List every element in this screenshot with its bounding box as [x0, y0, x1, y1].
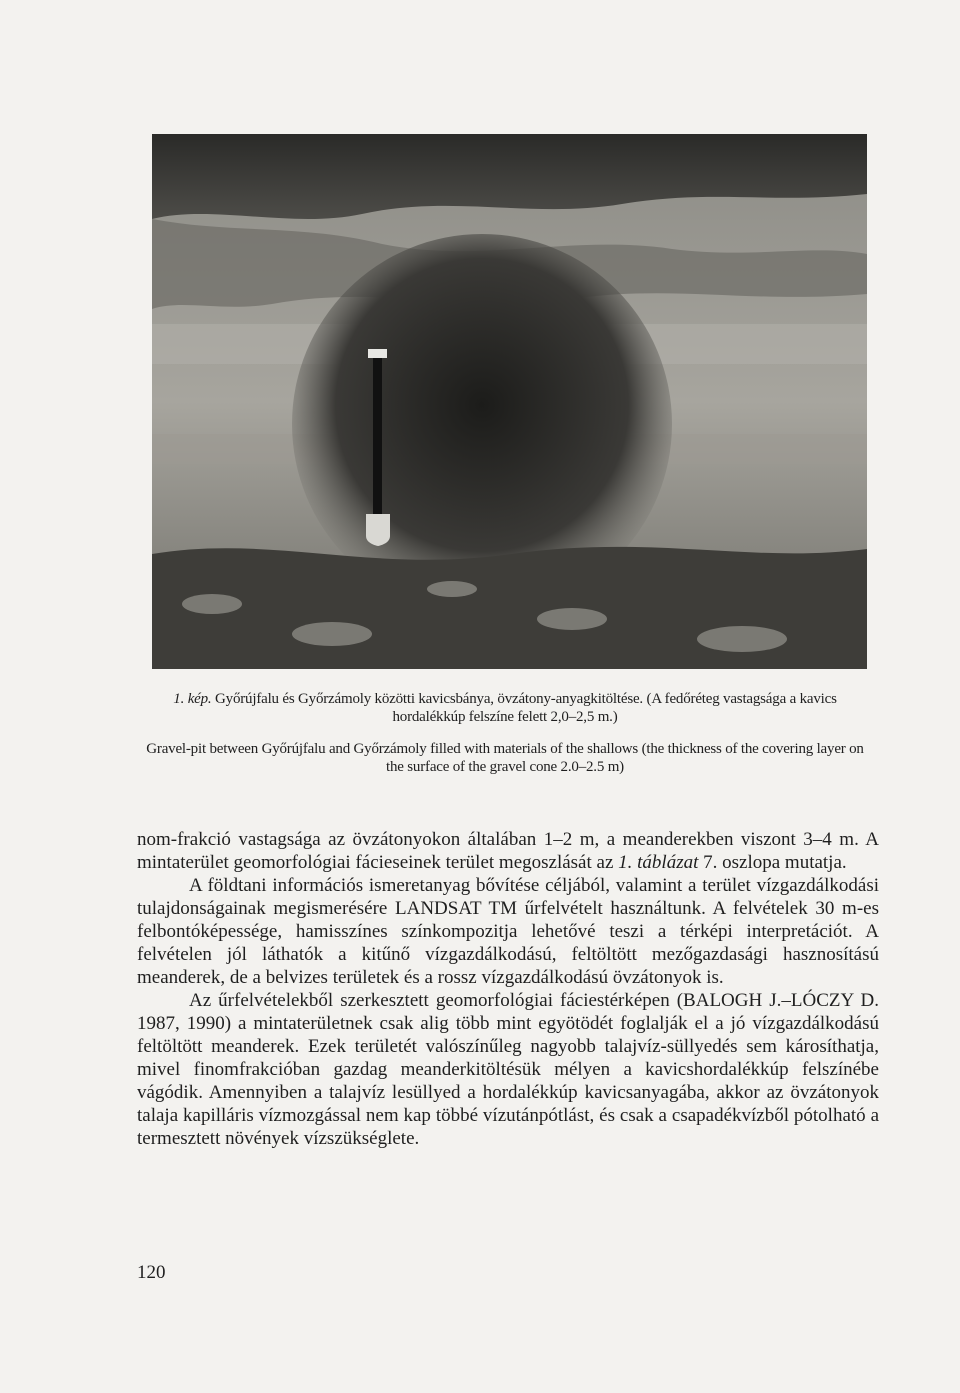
figure-caption-hu-text: Győrújfalu és Győrzámoly közötti kavicsbánya, övzátony-anyagkitöltése. (A fedőréteg vastagsága a kavics hordalékkúp felszíne felett 2,0–2,5 m.) [211, 691, 837, 725]
paragraph-1: nom-frakció vastagsága az övzátonyokon általában 1–2 m, a meanderekben viszont 3–4 m. A mintaterület geomorfológiai fácieseinek terület megoszlását az 1. táblázat 7. oszlopa mutatja. [137, 829, 879, 873]
figure-caption-hungarian [140, 690, 870, 726]
gravel-pit-photo [152, 134, 867, 669]
paragraph-3: Az űrfelvételekből szerkesztett geomorfológiai fáciestérképen (BALOGH J.–LÓCZY D. 1987, 1990) a mintaterületnek csak alig több mint egyötödét foglalják el a jó vízgazdálkodású feltöltött meanderek. Ezek területét valószínűleg nagyobb talajvíz-süllyedés sem károsíthatja, mivel finomfrakcióban gazdag meanderkitöltésük mélyen a kavicshordalékkúp felszínébe vágódik. Amennyiben a talajvíz lesüllyed a hordalékkúp kavicsanyagába, akkor az övzátonyok talaja kapilláris vízmozgással nem kap többé vízutánpótlást, és csak a csapadékvízből pótolható a termesztett növények vízszükséglete. [137, 990, 879, 1149]
page-number: 120 [137, 1262, 166, 1283]
figure-label: 1. kép. [173, 691, 212, 707]
body-text [137, 828, 879, 1150]
table-reference: 1. táblázat [618, 852, 699, 873]
paragraph-2: A földtani információs ismeretanyag bővítése céljából, valamint a terület vízgazdálkodási tulajdonságainak megismerésére LANDSAT TM űrfelvételt használtunk. A felvételek 30 m-es felbontóképessége, hamisszínes színkompozitja lehetővé teszi a térképi interpretációt. A felvételen jól láthatók a kitűnő vízgazdálkodású, feltöltött mezőgazdasági hasznosítású meanderek, de a belvizes területek és a rossz vízgazdálkodású övzátonyok is. [137, 875, 879, 988]
figure-caption-english: Gravel-pit between Győrújfalu and Győrzámoly filled with materials of the shallows (the thickness of the covering layer on the surface of the gravel cone 2.0–2.5 m) [146, 741, 864, 775]
gravel-pit-photo-icon [152, 134, 867, 669]
